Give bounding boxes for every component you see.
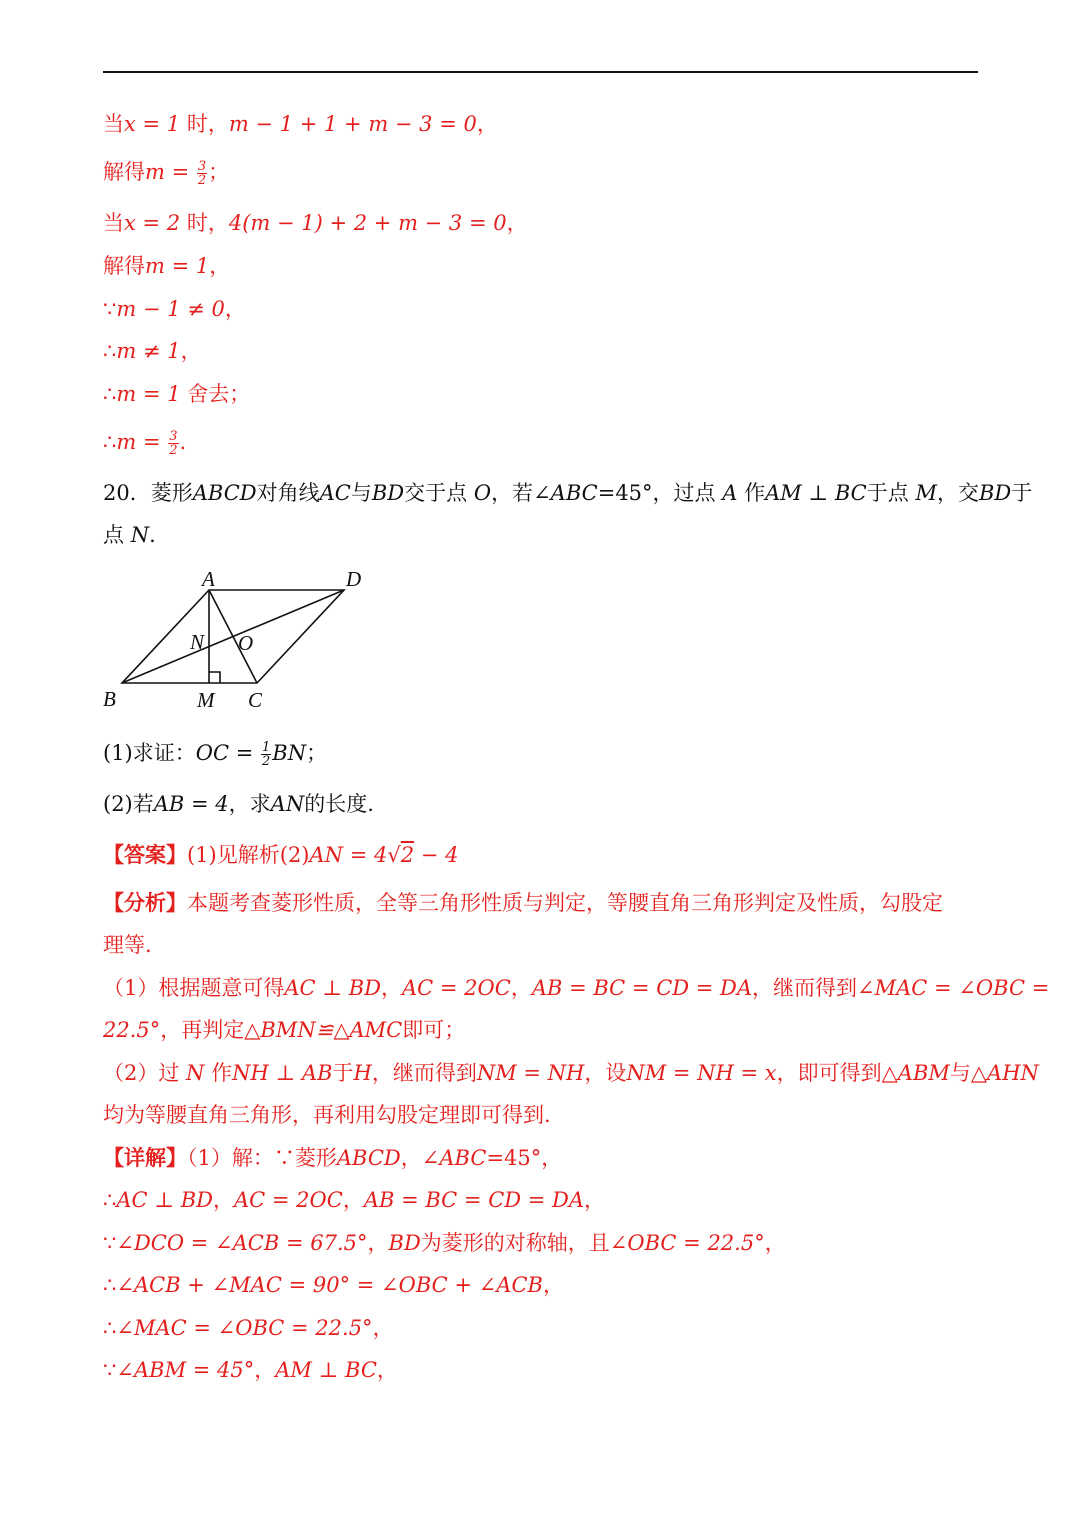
therefore-symbol: ∴	[103, 1316, 117, 1340]
math: BD	[978, 481, 1012, 505]
analysis-p2-line-1	[103, 1059, 1039, 1087]
math: BD	[371, 481, 405, 505]
text: ；	[208, 160, 230, 184]
fraction-numerator: 1	[261, 740, 271, 755]
question-20-line-2	[103, 521, 983, 549]
fraction-numerator: 3	[169, 429, 178, 444]
label-a: A	[202, 567, 215, 591]
solution-line-4	[103, 252, 983, 280]
text: ，	[542, 1273, 564, 1297]
detail-line-3	[103, 1229, 983, 1257]
math: m =	[145, 160, 196, 184]
math: − 4	[414, 843, 459, 867]
text: ，	[764, 1231, 786, 1255]
math: H	[353, 1061, 372, 1085]
fraction	[168, 430, 178, 457]
fraction-denominator: 2	[169, 443, 178, 458]
analysis-p1-line-1	[103, 974, 1050, 1002]
question-20-line-1	[103, 479, 1033, 507]
detail-tag: 【详解】	[103, 1145, 187, 1170]
because-symbol: ∵	[103, 297, 117, 321]
because-symbol: ∵	[103, 1358, 117, 1382]
label-d: D	[346, 567, 362, 591]
text: ，	[209, 254, 231, 278]
text: 时，	[180, 211, 229, 235]
math: AC = 2OC	[233, 1188, 343, 1212]
math: x = 2	[124, 211, 181, 235]
solution-line-6	[103, 337, 983, 365]
text: 理等.	[103, 933, 152, 957]
text: 为菱形的对称轴，且	[420, 1231, 610, 1255]
text: 与	[350, 481, 372, 505]
math: AC ⊥ BD	[116, 1188, 213, 1212]
therefore-symbol: ∴	[103, 1273, 117, 1297]
text: ，	[584, 1188, 606, 1212]
text: ，	[372, 1316, 394, 1340]
text: 当	[103, 112, 124, 136]
text: ，	[376, 1358, 398, 1382]
text: 时，	[180, 112, 229, 136]
text: 于点	[866, 481, 916, 505]
text: 于	[332, 1061, 354, 1085]
math: 4(m − 1) + 2 + m − 3 = 0	[228, 211, 507, 235]
text: ，	[380, 976, 402, 1000]
text: ，	[476, 112, 498, 136]
math: NM = NH = x	[626, 1061, 777, 1085]
label-b: B	[103, 687, 116, 711]
math: AB = 4	[153, 792, 229, 816]
detail-line-4	[103, 1271, 983, 1299]
text: 菱形	[150, 481, 193, 505]
math: OC =	[195, 741, 260, 765]
text: ，	[342, 1188, 364, 1212]
text: 点	[103, 523, 131, 547]
math: ∠ABC	[421, 1146, 487, 1170]
math: m = 1	[145, 254, 210, 278]
text: 与	[949, 1061, 971, 1085]
text: ，再判定	[160, 1018, 245, 1042]
math: BD	[388, 1231, 421, 1255]
diagonal-bd	[122, 590, 344, 683]
solution-line-8	[103, 428, 983, 457]
math: A	[722, 481, 738, 505]
therefore-symbol: ∴	[103, 382, 117, 406]
therefore-symbol: ∴	[103, 430, 117, 454]
text: （1）解：∵菱形	[187, 1146, 337, 1170]
math: ∠ACB + ∠MAC = 90° = ∠OBC + ∠ACB	[116, 1273, 543, 1297]
text: ，求	[228, 792, 271, 816]
math: AC	[319, 481, 351, 505]
detail-line-5	[103, 1314, 983, 1342]
answer-tag: 【答案】	[103, 842, 187, 867]
text: （1）根据题意可得	[103, 976, 285, 1000]
therefore-symbol: ∴	[103, 339, 117, 363]
answer-line	[103, 841, 983, 869]
math: ∠OBC = 22.5°	[609, 1231, 765, 1255]
math: m − 1 ≠ 0	[116, 297, 225, 321]
math: AB = BC = CD = DA	[531, 976, 753, 1000]
text: 本题考查菱形性质，全等三角形性质与判定，等腰直角三角形判定及性质，勾股定	[187, 891, 943, 915]
math: AC = 2OC	[401, 976, 511, 1000]
text: ，交	[936, 481, 979, 505]
detail-line-6	[103, 1356, 983, 1384]
text: ，若	[491, 481, 534, 505]
text: ，	[506, 211, 528, 235]
solution-line-3	[103, 209, 983, 237]
text: ，	[367, 1231, 389, 1255]
because-symbol: ∵	[103, 1231, 117, 1255]
text: 解得	[103, 254, 145, 278]
label-n: N	[190, 630, 205, 654]
analysis-p2-line-2	[103, 1101, 983, 1129]
text: ，继而得到	[371, 1061, 477, 1085]
math: N	[186, 1061, 205, 1085]
analysis-line-1	[103, 889, 983, 917]
detail-line-1	[103, 1144, 983, 1172]
text: (1)见解析(2)	[187, 843, 310, 867]
text: 均为等腰直角三角形，再利用勾股定理即可得到.	[103, 1103, 551, 1127]
analysis-p1-line-2	[103, 1016, 983, 1044]
right-angle-mark	[209, 672, 220, 683]
math: ABCD	[336, 1146, 401, 1170]
label-m: M	[197, 688, 215, 712]
text: 作	[204, 1061, 233, 1085]
math: O	[473, 481, 492, 505]
text: =45°，	[486, 1146, 563, 1170]
solution-line-7	[103, 380, 983, 408]
solution-line-2	[103, 158, 983, 187]
math: △AHN	[970, 1061, 1039, 1085]
text: (1)求证：	[103, 741, 196, 765]
sqrt-argument: 2	[400, 843, 415, 867]
math: ∠DCO = ∠ACB = 67.5°	[116, 1231, 368, 1255]
text: ；	[306, 741, 328, 765]
math: ∠MAC = ∠OBC =	[857, 976, 1050, 1000]
fraction-denominator: 2	[261, 754, 271, 769]
math: ∠ABC	[533, 481, 598, 505]
text: 的长度.	[304, 792, 374, 816]
text: ，	[254, 1358, 276, 1382]
fraction-denominator: 2	[197, 173, 207, 188]
text: .	[149, 523, 156, 547]
text: （2）过	[103, 1061, 187, 1085]
text: ，设	[584, 1061, 627, 1085]
question-20-part-2	[103, 790, 983, 818]
text: 即可；	[402, 1018, 466, 1042]
math: m − 1 + 1 + m − 3 = 0	[228, 112, 477, 136]
math: △ABM	[881, 1061, 950, 1085]
math: m = 1	[116, 382, 181, 406]
math: BN	[272, 741, 307, 765]
text: 对角线	[256, 481, 320, 505]
math: AC ⊥ BD	[284, 976, 381, 1000]
therefore-symbol: ∴	[103, 1188, 117, 1212]
text: .	[179, 430, 187, 454]
text: =45°，过点	[597, 481, 723, 505]
fraction-numerator: 3	[197, 159, 207, 174]
math: AM ⊥ BC	[275, 1358, 377, 1382]
text: 舍去；	[180, 382, 251, 406]
text: 解得	[103, 160, 145, 184]
detail-line-2	[103, 1186, 983, 1214]
math: ∠ABM = 45°	[116, 1358, 255, 1382]
analysis-line-2	[103, 931, 983, 959]
math: M	[915, 481, 937, 505]
text: (2)若	[103, 792, 154, 816]
text: ，	[212, 1188, 234, 1212]
label-o: O	[238, 631, 254, 655]
text: 交于点	[404, 481, 474, 505]
sqrt-symbol: √	[387, 843, 401, 867]
math: ∠MAC = ∠OBC = 22.5°	[116, 1316, 373, 1340]
solution-line-1	[103, 110, 983, 138]
fraction	[197, 160, 207, 187]
math: AM ⊥ BC	[765, 481, 867, 505]
math: m ≠ 1	[116, 339, 181, 363]
math: NM = NH	[476, 1061, 585, 1085]
rhombus-figure	[100, 566, 380, 716]
question-number: 20．	[103, 481, 151, 505]
text: ，	[180, 339, 202, 363]
math: x = 1	[124, 112, 181, 136]
fraction	[261, 741, 271, 768]
question-20-part-1	[103, 739, 983, 768]
text: ，	[510, 976, 532, 1000]
text: 于	[1011, 481, 1033, 505]
text: 作	[737, 481, 766, 505]
solution-line-5	[103, 295, 983, 323]
text: ，	[224, 297, 246, 321]
text: ，继而得到	[752, 976, 858, 1000]
math: N	[130, 523, 150, 547]
math: 22.5°	[103, 1018, 161, 1042]
math: NH ⊥ AB	[232, 1061, 333, 1085]
math: ABCD	[192, 481, 257, 505]
text: ，	[400, 1146, 422, 1170]
text: 当	[103, 211, 124, 235]
math: AN	[270, 792, 305, 816]
math: AN = 4	[309, 843, 388, 867]
text: ，即可得到	[776, 1061, 882, 1085]
math: △BMN≌△AMC	[244, 1018, 403, 1042]
analysis-tag: 【分析】	[103, 890, 187, 915]
math: m =	[116, 430, 168, 454]
math: AB = BC = CD = DA	[363, 1188, 585, 1212]
label-c: C	[248, 688, 263, 712]
header-rule	[103, 71, 978, 73]
